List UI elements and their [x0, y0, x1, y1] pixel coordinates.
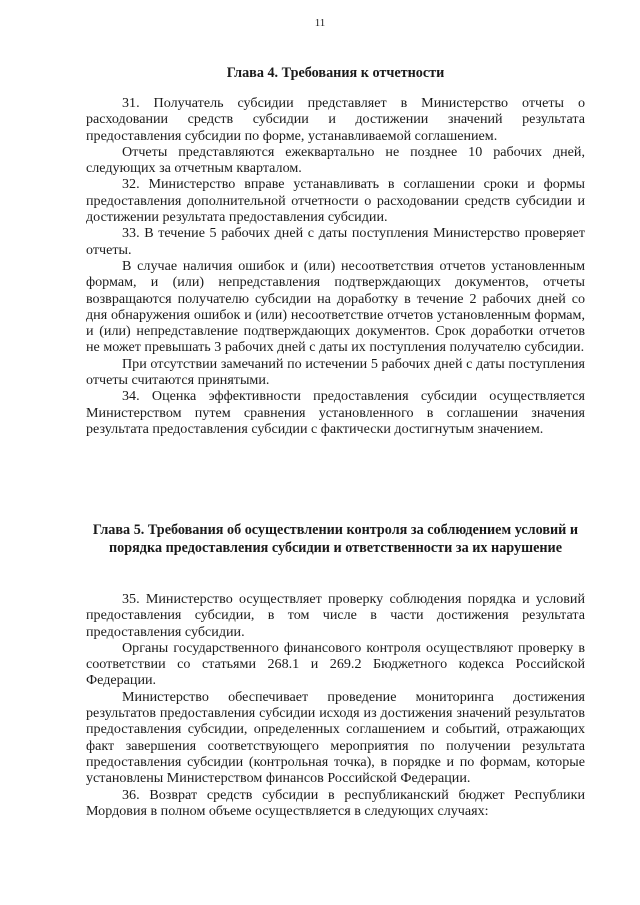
chapter-4-body — [86, 95, 585, 437]
paragraph-34: 34. Оценка эффективности предоставления субсидии осуществляется Министерством путем сравнения установленного в соглашении значения результата предоставления субсидии с фактически достигнутым значением. — [86, 388, 585, 437]
chapter-5-body — [86, 591, 585, 819]
paragraph-31: 31. Получатель субсидии представляет в Министерство отчеты о расходовании средств субсидии и достижении значений результата предоставления субсидии по форме, устанавливаемой соглашением. — [86, 95, 585, 144]
paragraph-33-accepted: При отсутствии замечаний по истечении 5 рабочих дней с даты поступления отчеты считаются принятыми. — [86, 355, 585, 389]
paragraph-32: 32. Министерство вправе устанавливать в соглашении сроки и формы предоставления дополнительной отчетности о расходовании средств субсидии и достижении результата предоставления субсидии. — [86, 176, 585, 226]
chapter-5-title: Глава 5. Требования об осуществлении контроля за соблюдением условий и порядка предоставления субсидии и ответственности за их нарушение — [92, 522, 579, 556]
paragraph-33-errors: В случае наличия ошибок и (или) несоответствия отчетов установленным формам, и (или) непредставления подтверждающих документов, отчеты возвращаются получателю субсидии на доработку в течение 2 рабочих дней со дня обнаружения ошибок и (или) несоответствие отчетов установленным формам, и (или) непредставление подтверждающих документов. Срок доработки отчетов не может превышать 3 рабочих дней с даты их поступления получателю субсидии. — [86, 257, 585, 356]
chapter-4-title: Глава 4. Требования к отчетности — [226, 65, 445, 81]
paragraph-35: 35. Министерство осуществляет проверку соблюдения порядка и условий предоставления субсидии, в том числе в части достижения результата предоставления субсидии. — [86, 591, 585, 640]
paragraph-33: 33. В течение 5 рабочих дней с даты поступления Министерство проверяет отчеты. — [86, 225, 585, 258]
page-number: 11 — [314, 17, 326, 29]
paragraph-31-reports: Отчеты представляются ежеквартально не позднее 10 рабочих дней, следующих за отчетным кварталом. — [86, 143, 585, 177]
paragraph-36: 36. Возврат средств субсидии в республиканский бюджет Республики Мордовия в полном объеме осуществляется в следующих случаях: — [86, 786, 585, 819]
paragraph-35-monitoring: Министерство обеспечивает проведение мониторинга достижения результатов предоставления субсидии исходя из достижения значений результатов предоставления субсидии, определенных соглашением и событий, отражающих факт завершения соответствующего мероприятия по получении результата предоставления субсидии (контрольная точка), в порядке и по формам, которые установлены Министерством финансов Российской Федерации. — [86, 688, 585, 787]
paragraph-35-control: Органы государственного финансового контроля осуществляют проверку в соответствии со статьями 268.1 и 269.2 Бюджетного кодекса Российской Федерации. — [86, 639, 585, 689]
